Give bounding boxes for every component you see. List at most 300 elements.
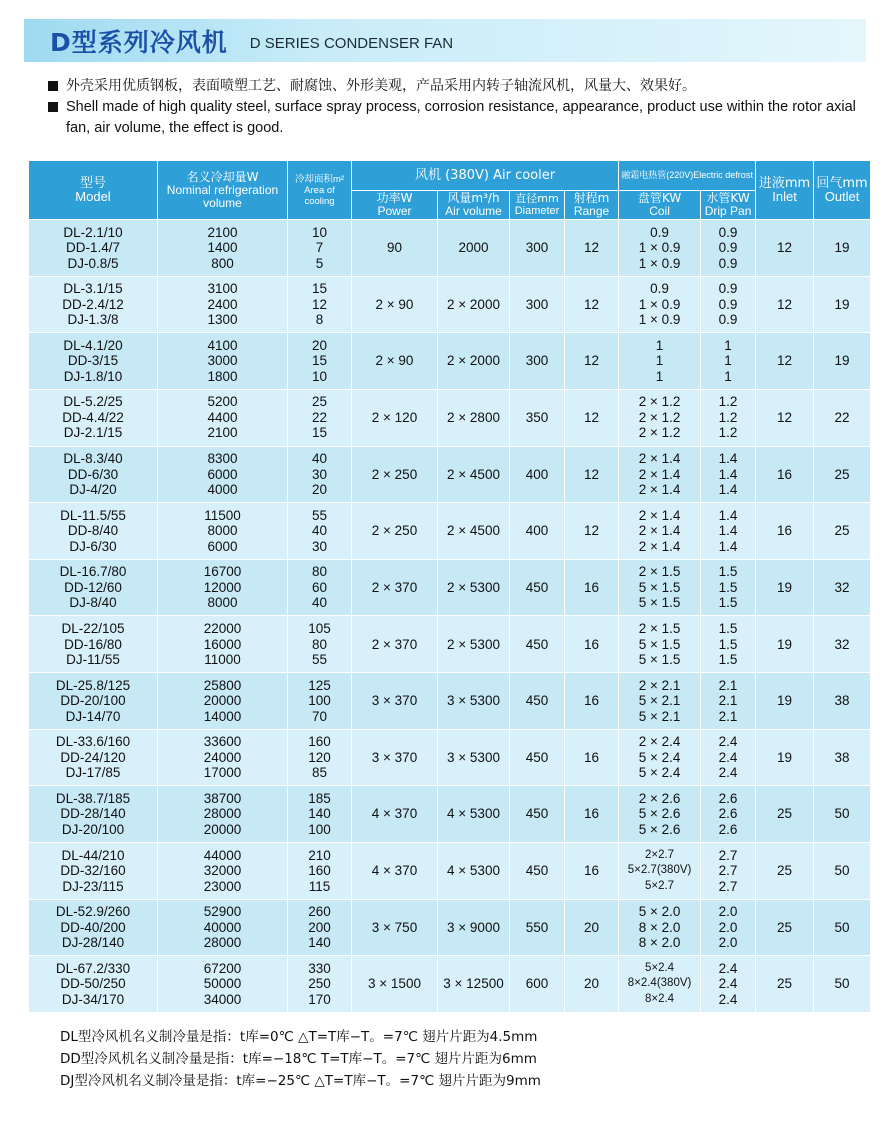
header-inlet-en: Inlet bbox=[772, 189, 797, 204]
cell-power: 4 × 370 bbox=[352, 843, 438, 900]
cell-coil-line: 2 × 1.4 bbox=[638, 523, 681, 539]
cell-capacity-line: 24000 bbox=[203, 749, 242, 765]
cell-coil bbox=[619, 220, 701, 277]
cell-range: 16 bbox=[565, 616, 619, 673]
cell-drip-line: 1.5 bbox=[718, 621, 738, 637]
cell-outlet: 32 bbox=[814, 559, 871, 616]
cell-capacity-line: 28000 bbox=[203, 935, 242, 951]
cell-inlet: 12 bbox=[756, 333, 814, 390]
cell-model-line: DJ-14/70 bbox=[65, 708, 121, 724]
cell-range: 12 bbox=[565, 220, 619, 277]
cell-range: 16 bbox=[565, 673, 619, 730]
cell-capacity-line: 6000 bbox=[207, 466, 238, 482]
cell-model-line: DL-8.3/40 bbox=[63, 451, 123, 467]
header-model-cn: 型号 bbox=[79, 176, 106, 191]
header-capacity bbox=[158, 161, 288, 220]
cell-area-line: 40 bbox=[311, 595, 328, 611]
cell-coil-line: 1 bbox=[655, 337, 664, 353]
cell-area-line: 30 bbox=[311, 466, 328, 482]
cell-coil bbox=[619, 333, 701, 390]
cell-coil-line: 2×2.7 bbox=[644, 848, 675, 861]
cell-model-line: DJ-4/20 bbox=[69, 482, 117, 498]
cell-inlet: 16 bbox=[756, 503, 814, 560]
cell-outlet: 50 bbox=[814, 956, 871, 1013]
cell-area-line: 100 bbox=[308, 821, 331, 837]
cell-area-line: 250 bbox=[308, 976, 331, 992]
cell-model-line: DD-6/30 bbox=[67, 466, 119, 482]
cell-model bbox=[29, 899, 158, 956]
cell-drip-line: 2.1 bbox=[718, 693, 738, 709]
cell-drip-line: 1.5 bbox=[718, 564, 738, 580]
header-coil-en: Coil bbox=[649, 204, 670, 218]
cell-model bbox=[29, 276, 158, 333]
cell-coil-line: 5 × 1.5 bbox=[638, 652, 681, 668]
header-outlet-cn: 回气mm bbox=[816, 176, 868, 191]
cell-model-line: DL-3.1/15 bbox=[63, 281, 123, 297]
cell-model-line: DL-4.1/20 bbox=[63, 337, 123, 353]
cell-coil-line: 8 × 2.0 bbox=[638, 935, 681, 951]
cell-diameter: 450 bbox=[510, 843, 565, 900]
header-diameter-cn: 直径mm bbox=[515, 192, 559, 205]
cell-power: 2 × 250 bbox=[352, 503, 438, 560]
cell-drip-line: 0.9 bbox=[718, 224, 738, 240]
cell-model-line: DJ-8/40 bbox=[69, 595, 117, 611]
cell-capacity-line: 20000 bbox=[203, 821, 242, 837]
cell-coil-line: 0.9 bbox=[650, 224, 669, 240]
header-diameter-en: Diameter bbox=[514, 205, 560, 217]
cell-area-line: 80 bbox=[311, 564, 328, 580]
cell-coil-line: 5 × 2.1 bbox=[638, 693, 681, 709]
cell-model-line: DD-40/200 bbox=[60, 919, 126, 935]
cell-capacity-line: 4000 bbox=[207, 482, 238, 498]
cell-area bbox=[288, 843, 352, 900]
cell-drip-line: 2.1 bbox=[718, 677, 738, 693]
cell-model-line: DL-22/105 bbox=[61, 621, 125, 637]
cell-drip bbox=[701, 503, 756, 560]
header-airvol-cn: 风量m³/h bbox=[447, 191, 500, 205]
cell-model-line: DL-38.7/185 bbox=[55, 790, 131, 806]
header-model-en: Model bbox=[75, 189, 111, 204]
header-drip-cn: 水管KW bbox=[706, 191, 750, 205]
table-row bbox=[29, 276, 871, 333]
cell-diameter: 300 bbox=[510, 220, 565, 277]
table-row bbox=[29, 559, 871, 616]
cell-coil bbox=[619, 899, 701, 956]
cell-power: 90 bbox=[352, 220, 438, 277]
cell-model-line: DD-4.4/22 bbox=[62, 409, 124, 425]
cell-range: 12 bbox=[565, 503, 619, 560]
cell-outlet: 38 bbox=[814, 729, 871, 786]
cell-diameter: 600 bbox=[510, 956, 565, 1013]
cell-area-line: 7 bbox=[315, 240, 324, 256]
cell-power: 3 × 370 bbox=[352, 729, 438, 786]
cell-area-line: 260 bbox=[308, 904, 331, 920]
cell-capacity-line: 11000 bbox=[204, 652, 241, 668]
cell-diameter: 400 bbox=[510, 446, 565, 503]
cell-drip-line: 1.4 bbox=[718, 523, 738, 539]
cell-airvol: 2 × 4500 bbox=[438, 446, 510, 503]
cell-coil-line: 2 × 2.1 bbox=[638, 677, 681, 693]
cell-area-line: 125 bbox=[308, 677, 331, 693]
cell-airvol: 2 × 2800 bbox=[438, 389, 510, 446]
cell-coil-line: 2 × 1.2 bbox=[638, 394, 681, 410]
cell-capacity-line: 50000 bbox=[203, 976, 242, 992]
cell-drip-line: 2.4 bbox=[718, 960, 738, 976]
cell-drip bbox=[701, 786, 756, 843]
cell-capacity-line: 32000 bbox=[203, 863, 242, 879]
cell-capacity bbox=[158, 446, 288, 503]
cell-drip-line: 2.6 bbox=[718, 806, 738, 822]
cell-coil-line: 1 × 0.9 bbox=[638, 312, 681, 328]
spec-table-body bbox=[29, 220, 871, 1013]
cell-coil-line: 2 × 2.6 bbox=[638, 790, 681, 806]
cell-drip-line: 0.9 bbox=[718, 255, 738, 271]
cell-capacity-line: 67200 bbox=[203, 960, 242, 976]
cell-coil bbox=[619, 843, 701, 900]
cell-outlet: 19 bbox=[814, 333, 871, 390]
cell-capacity-line: 1400 bbox=[207, 240, 238, 256]
header-drip bbox=[701, 191, 756, 220]
cell-capacity-line: 12000 bbox=[203, 579, 242, 595]
cell-coil bbox=[619, 956, 701, 1013]
cell-diameter: 450 bbox=[510, 786, 565, 843]
cell-drip-line: 1.2 bbox=[718, 409, 738, 425]
cell-capacity bbox=[158, 389, 288, 446]
cell-capacity-line: 52900 bbox=[203, 904, 242, 920]
cell-model-line: DD-20/100 bbox=[60, 693, 126, 709]
cell-capacity-line: 4100 bbox=[207, 337, 238, 353]
table-row bbox=[29, 673, 871, 730]
bullet-text-en: Shell made of high quality steel, surface spray process, corrosion resistance, appearance, product use within the rotor axial fan, air volume, the effect is good. bbox=[66, 99, 856, 136]
header-airvol-en: Air volume bbox=[445, 204, 502, 218]
cell-drip-line: 2.4 bbox=[718, 991, 738, 1007]
cell-inlet: 19 bbox=[756, 729, 814, 786]
cell-outlet: 50 bbox=[814, 899, 871, 956]
cell-outlet: 38 bbox=[814, 673, 871, 730]
cell-coil-line: 5 × 2.6 bbox=[638, 806, 681, 822]
cell-drip bbox=[701, 333, 756, 390]
cell-inlet: 25 bbox=[756, 786, 814, 843]
cell-model-line: DD-12/60 bbox=[64, 579, 122, 595]
cell-model-line: DL-33.6/160 bbox=[55, 734, 131, 750]
cell-area-line: 20 bbox=[311, 337, 328, 353]
table-row bbox=[29, 899, 871, 956]
bullet-square-icon bbox=[48, 102, 58, 112]
table-row bbox=[29, 729, 871, 786]
cell-model-line: DJ-0.8/5 bbox=[67, 255, 119, 271]
cell-drip-line: 1.5 bbox=[718, 636, 738, 652]
cell-diameter: 450 bbox=[510, 616, 565, 673]
header-power-cn: 功率W bbox=[376, 191, 413, 205]
cell-coil-line: 2 × 1.4 bbox=[638, 482, 681, 498]
title-banner bbox=[24, 19, 866, 62]
cell-coil-line: 5 × 2.4 bbox=[638, 749, 681, 765]
cell-capacity-line: 40000 bbox=[203, 919, 242, 935]
cell-drip-line: 1.4 bbox=[718, 451, 738, 467]
cell-area-line: 40 bbox=[311, 451, 328, 467]
cell-area bbox=[288, 503, 352, 560]
cell-area bbox=[288, 389, 352, 446]
cell-coil-line: 1 × 0.9 bbox=[638, 296, 681, 312]
cell-area bbox=[288, 220, 352, 277]
cell-area-line: 210 bbox=[308, 847, 331, 863]
cell-model bbox=[29, 786, 158, 843]
header-capacity-cn: 名义冷却量W bbox=[186, 169, 259, 184]
cell-model-line: DJ-34/170 bbox=[61, 991, 125, 1007]
cell-outlet: 32 bbox=[814, 616, 871, 673]
cell-area-line: 5 bbox=[315, 255, 324, 271]
cell-model bbox=[29, 673, 158, 730]
cell-coil-line: 5 × 2.0 bbox=[638, 904, 681, 920]
cell-diameter: 450 bbox=[510, 559, 565, 616]
cell-drip-line: 1.5 bbox=[718, 652, 738, 668]
cell-power: 3 × 370 bbox=[352, 673, 438, 730]
cell-power: 2 × 370 bbox=[352, 616, 438, 673]
cell-drip-line: 2.0 bbox=[718, 935, 738, 951]
cell-range: 12 bbox=[565, 446, 619, 503]
cell-area bbox=[288, 956, 352, 1013]
cell-coil-line: 8×2.4(380V) bbox=[627, 977, 692, 990]
cell-range: 12 bbox=[565, 276, 619, 333]
cell-capacity-line: 16700 bbox=[203, 564, 242, 580]
cell-model-line: DJ-2.1/15 bbox=[63, 425, 123, 441]
cell-capacity-line: 17000 bbox=[203, 765, 242, 781]
cell-coil-line: 5 × 2.4 bbox=[638, 765, 681, 781]
cell-coil-line: 8×2.4 bbox=[644, 992, 675, 1005]
footnote-dl: DL型冷风机名义制冷量是指：t库=0℃ △T=T库−T。=7℃ 翅片片距为4.5mm bbox=[60, 1029, 538, 1045]
cell-capacity-line: 8300 bbox=[207, 451, 238, 467]
header-fan-group-text: 风机 (380V) Air cooler bbox=[414, 168, 556, 183]
cell-coil bbox=[619, 446, 701, 503]
cell-airvol: 2 × 2000 bbox=[438, 276, 510, 333]
cell-capacity-line: 2100 bbox=[207, 425, 238, 441]
cell-area-line: 105 bbox=[308, 621, 331, 637]
cell-model-line: DD-2.4/12 bbox=[62, 296, 124, 312]
cell-area bbox=[288, 729, 352, 786]
cell-model-line: DJ-20/100 bbox=[61, 821, 125, 837]
header-diameter bbox=[510, 191, 565, 220]
cell-model-line: DD-50/250 bbox=[60, 976, 126, 992]
bullet-en bbox=[48, 97, 868, 139]
cell-coil-line: 1 bbox=[655, 368, 664, 384]
table-row bbox=[29, 333, 871, 390]
cell-capacity bbox=[158, 220, 288, 277]
footnote-dj: DJ型冷风机名义制冷量是指：t库=−25℃ △T=T库−T。=7℃ 翅片片距为9mm bbox=[60, 1073, 541, 1089]
cell-model-line: DJ-23/115 bbox=[62, 878, 124, 894]
cell-coil-line: 5×2.7(380V) bbox=[627, 864, 692, 877]
bullet-cn bbox=[48, 76, 868, 97]
cell-capacity-line: 1300 bbox=[207, 312, 238, 328]
cell-capacity-line: 25800 bbox=[203, 677, 242, 693]
header-coil-cn: 盘管KW bbox=[637, 191, 682, 205]
cell-model-line: DL-25.8/125 bbox=[55, 677, 131, 693]
header-power-en: Power bbox=[377, 204, 412, 218]
cell-inlet: 25 bbox=[756, 843, 814, 900]
cell-inlet: 12 bbox=[756, 220, 814, 277]
bullet-text-cn: 外壳采用优质钢板，表面喷塑工艺、耐腐蚀、外形美观，产品采用内转子轴流风机，风量大、效果好。 bbox=[66, 78, 696, 94]
cell-power: 4 × 370 bbox=[352, 786, 438, 843]
cell-outlet: 50 bbox=[814, 786, 871, 843]
cell-model-line: DL-2.1/10 bbox=[63, 224, 123, 240]
cell-drip-line: 0.9 bbox=[718, 312, 738, 328]
cell-model-line: DD-24/120 bbox=[60, 749, 126, 765]
cell-inlet: 19 bbox=[756, 616, 814, 673]
cell-area-line: 12 bbox=[311, 296, 328, 312]
cell-area-line: 85 bbox=[311, 765, 328, 781]
cell-area-line: 170 bbox=[308, 991, 331, 1007]
header-fan-group bbox=[352, 161, 619, 191]
cell-drip bbox=[701, 389, 756, 446]
cell-capacity-line: 800 bbox=[211, 255, 234, 271]
cell-area-line: 10 bbox=[311, 224, 328, 240]
cell-inlet: 25 bbox=[756, 956, 814, 1013]
cell-model-line: DJ-11/55 bbox=[66, 652, 120, 668]
cell-model bbox=[29, 503, 158, 560]
cell-capacity bbox=[158, 843, 288, 900]
cell-drip-line: 2.7 bbox=[718, 847, 738, 863]
header-outlet bbox=[814, 161, 871, 220]
cell-inlet: 25 bbox=[756, 899, 814, 956]
cell-range: 12 bbox=[565, 333, 619, 390]
cell-capacity-line: 5200 bbox=[207, 394, 238, 410]
cell-model bbox=[29, 333, 158, 390]
header-area-en: Area of cooling bbox=[304, 184, 335, 207]
cell-coil bbox=[619, 389, 701, 446]
cell-drip-line: 1.4 bbox=[718, 466, 738, 482]
cell-range: 16 bbox=[565, 559, 619, 616]
header-inlet bbox=[756, 161, 814, 220]
cell-area bbox=[288, 786, 352, 843]
cell-power: 2 × 370 bbox=[352, 559, 438, 616]
cell-coil-line: 1 × 0.9 bbox=[638, 255, 681, 271]
cell-airvol: 2 × 4500 bbox=[438, 503, 510, 560]
cell-drip bbox=[701, 843, 756, 900]
cell-coil-line: 1 × 0.9 bbox=[638, 240, 681, 256]
cell-model-line: DL-5.2/25 bbox=[63, 394, 123, 410]
cell-outlet: 25 bbox=[814, 503, 871, 560]
cell-coil-line: 5 × 2.1 bbox=[638, 708, 681, 724]
cell-coil-line: 5×2.4 bbox=[644, 961, 675, 974]
cell-model bbox=[29, 956, 158, 1013]
cell-model-line: DJ-28/140 bbox=[61, 935, 125, 951]
header-airvol bbox=[438, 191, 510, 220]
table-row bbox=[29, 956, 871, 1013]
cell-diameter: 400 bbox=[510, 503, 565, 560]
header-defrost-group-text: 融霜电热管(220V)Electric defrost bbox=[621, 170, 753, 180]
cell-area-line: 160 bbox=[308, 863, 331, 879]
cell-drip bbox=[701, 899, 756, 956]
cell-power: 2 × 120 bbox=[352, 389, 438, 446]
cell-capacity-line: 1800 bbox=[207, 368, 238, 384]
cell-capacity-line: 8000 bbox=[207, 523, 238, 539]
cell-model-line: DD-3/15 bbox=[67, 353, 119, 369]
cell-airvol: 4 × 5300 bbox=[438, 786, 510, 843]
cell-area-line: 200 bbox=[308, 919, 331, 935]
table-row bbox=[29, 843, 871, 900]
cell-capacity-line: 3000 bbox=[207, 353, 238, 369]
cell-airvol: 4 × 5300 bbox=[438, 843, 510, 900]
cell-capacity-line: 6000 bbox=[207, 538, 238, 554]
cell-range: 16 bbox=[565, 843, 619, 900]
cell-model-line: DL-52.9/260 bbox=[55, 904, 131, 920]
cell-area-line: 160 bbox=[308, 734, 331, 750]
table-row bbox=[29, 503, 871, 560]
cell-drip-line: 1 bbox=[724, 353, 732, 369]
cell-drip-line: 2.0 bbox=[718, 904, 738, 920]
cell-model bbox=[29, 843, 158, 900]
cell-capacity bbox=[158, 276, 288, 333]
cell-range: 16 bbox=[565, 729, 619, 786]
header-coil bbox=[619, 191, 701, 220]
cell-coil-line: 1 bbox=[655, 353, 664, 369]
cell-model-line: DD-8/40 bbox=[67, 523, 119, 539]
cell-coil bbox=[619, 729, 701, 786]
cell-capacity bbox=[158, 503, 288, 560]
cell-model-line: DL-67.2/330 bbox=[55, 960, 131, 976]
cell-capacity-line: 2400 bbox=[207, 296, 238, 312]
cell-area-line: 100 bbox=[308, 693, 331, 709]
spec-table bbox=[28, 160, 871, 1013]
cell-coil bbox=[619, 786, 701, 843]
cell-model-line: DJ-1.8/10 bbox=[63, 368, 123, 384]
cell-drip-line: 1.4 bbox=[718, 538, 738, 554]
cell-range: 16 bbox=[565, 786, 619, 843]
cell-capacity bbox=[158, 673, 288, 730]
cell-diameter: 350 bbox=[510, 389, 565, 446]
cell-area-line: 25 bbox=[311, 394, 328, 410]
cell-outlet: 22 bbox=[814, 389, 871, 446]
cell-range: 20 bbox=[565, 899, 619, 956]
cell-power: 2 × 90 bbox=[352, 276, 438, 333]
cell-drip-line: 1 bbox=[724, 368, 732, 384]
cell-power: 2 × 250 bbox=[352, 446, 438, 503]
cell-area-line: 8 bbox=[315, 312, 324, 328]
header-range-cn: 射程m bbox=[573, 191, 610, 205]
cell-capacity-line: 34000 bbox=[203, 991, 242, 1007]
cell-area-line: 140 bbox=[308, 806, 331, 822]
cell-model-line: DJ-1.3/8 bbox=[67, 312, 119, 328]
cell-drip-line: 0.9 bbox=[718, 296, 738, 312]
cell-area-line: 15 bbox=[311, 353, 328, 369]
table-row bbox=[29, 389, 871, 446]
cell-diameter: 300 bbox=[510, 276, 565, 333]
cell-area bbox=[288, 559, 352, 616]
cell-capacity-line: 20000 bbox=[203, 693, 242, 709]
cell-power: 2 × 90 bbox=[352, 333, 438, 390]
header-model bbox=[29, 161, 158, 220]
cell-capacity bbox=[158, 956, 288, 1013]
cell-airvol: 3 × 5300 bbox=[438, 673, 510, 730]
cell-coil-line: 2 × 1.2 bbox=[638, 425, 681, 441]
cell-model-line: DJ-17/85 bbox=[65, 765, 121, 781]
cell-capacity-line: 3100 bbox=[207, 281, 238, 297]
cell-model bbox=[29, 389, 158, 446]
cell-coil-line: 2 × 2.4 bbox=[638, 734, 681, 750]
table-row bbox=[29, 446, 871, 503]
cell-diameter: 550 bbox=[510, 899, 565, 956]
cell-coil bbox=[619, 559, 701, 616]
cell-power: 3 × 750 bbox=[352, 899, 438, 956]
cell-coil bbox=[619, 276, 701, 333]
cell-model bbox=[29, 729, 158, 786]
cell-coil-line: 5 × 1.5 bbox=[638, 579, 681, 595]
cell-coil-line: 8 × 2.0 bbox=[638, 919, 681, 935]
cell-range: 20 bbox=[565, 956, 619, 1013]
cell-capacity-line: 2100 bbox=[207, 224, 238, 240]
cell-area-line: 185 bbox=[308, 790, 331, 806]
cell-capacity-line: 33600 bbox=[203, 734, 242, 750]
cell-airvol: 2000 bbox=[438, 220, 510, 277]
